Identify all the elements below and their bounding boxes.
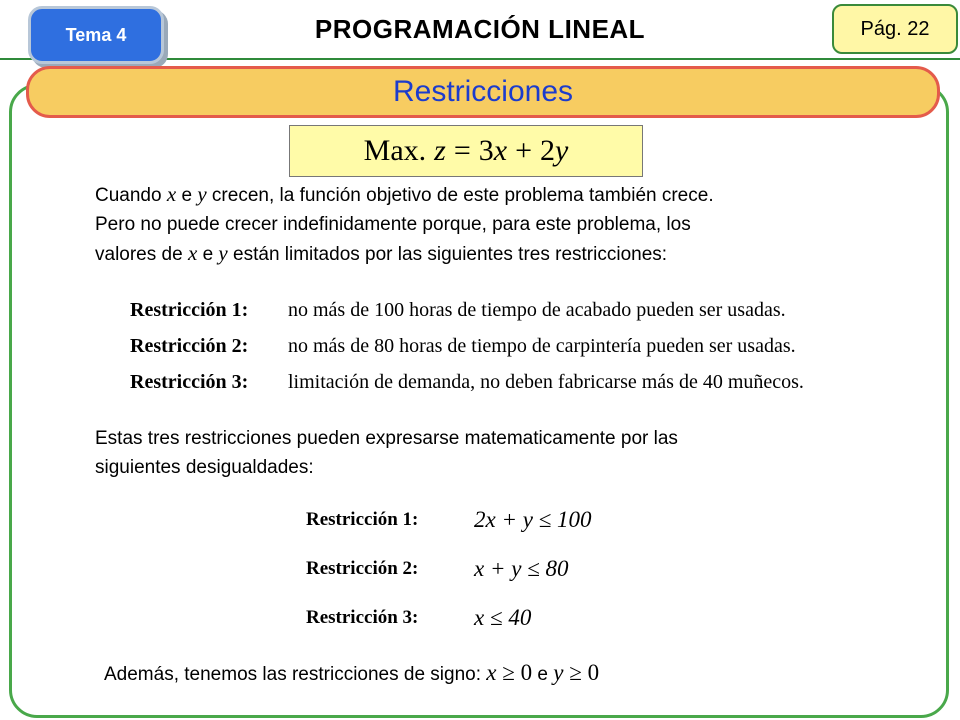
inequality-label: Restricción 2: [306, 557, 419, 579]
conj-e: e [181, 185, 193, 206]
intro-text: crecen, la función objetivo de este problema también crece. [211, 185, 714, 206]
sign-text: Además, tenemos las restricciones de signo: [104, 664, 482, 685]
objective-x: x [493, 134, 508, 167]
conj-e: e [202, 244, 214, 265]
restriction-item [130, 364, 920, 400]
restriction-label: Restricción 3: [130, 370, 249, 393]
restriction-text: no más de 100 horas de tiempo de acabado pueden ser usadas. [288, 298, 786, 321]
restriction-item [130, 328, 920, 364]
restriction-label: Restricción 2: [130, 334, 249, 357]
topic-badge: Tema 4 [28, 6, 164, 64]
sign-restrictions [104, 660, 599, 686]
restriction-text: no más de 80 horas de tiempo de carpintería pueden ser usadas. [288, 334, 796, 357]
sign-y-condition: ≥ 0 [569, 660, 600, 685]
expressed-text: siguientes desigualdades: [95, 457, 314, 478]
restriction-item [130, 292, 920, 328]
objective-plus: + [515, 134, 533, 167]
objective-equals: = [453, 134, 471, 167]
objective-prefix: Max. [363, 134, 427, 167]
objective-z: z [434, 134, 446, 167]
sign-var-x: x [486, 660, 497, 685]
page-title: PROGRAMACIÓN LINEAL [314, 14, 646, 44]
page-number-badge: Pág. 22 [832, 4, 958, 54]
intro-text: están limitados por las siguientes tres restricciones: [233, 244, 668, 265]
intro-text: Pero no puede crecer indefinidamente porque, para este problema, los [95, 214, 691, 235]
inequality-expression: x + y ≤ 80 [474, 555, 569, 581]
section-title: Restricciones [26, 66, 940, 118]
objective-function-box [289, 125, 643, 177]
sign-var-y: y [553, 660, 564, 685]
objective-coef-x: 3 [478, 134, 494, 167]
inequality-item [306, 593, 806, 642]
inequality-item [306, 495, 806, 544]
sign-x-condition: ≥ 0 [502, 660, 533, 685]
var-x: x [166, 182, 177, 206]
inequality-item [306, 544, 806, 593]
objective-coef-y: 2 [540, 134, 556, 167]
restriction-list [130, 292, 920, 400]
expressed-text: Estas tres restricciones pueden expresarse matematicamente por las [95, 428, 678, 449]
var-x: x [187, 241, 198, 265]
restriction-label: Restricción 1: [130, 298, 249, 321]
inequality-label: Restricción 1: [306, 508, 419, 530]
var-y: y [218, 241, 228, 265]
intro-paragraph [95, 180, 885, 269]
expressed-paragraph [95, 424, 885, 482]
var-y: y [197, 182, 207, 206]
inequality-label: Restricción 3: [306, 606, 419, 628]
inequality-list [306, 495, 806, 642]
inequality-expression: x ≤ 40 [474, 604, 532, 630]
sign-conj: e [537, 664, 548, 685]
intro-text: Cuando [95, 185, 162, 206]
restriction-text: limitación de demanda, no deben fabricarse más de 40 muñecos. [288, 370, 804, 393]
objective-y: y [555, 134, 569, 167]
inequality-expression: 2x + y ≤ 100 [474, 506, 592, 532]
intro-text: valores de [95, 244, 183, 265]
